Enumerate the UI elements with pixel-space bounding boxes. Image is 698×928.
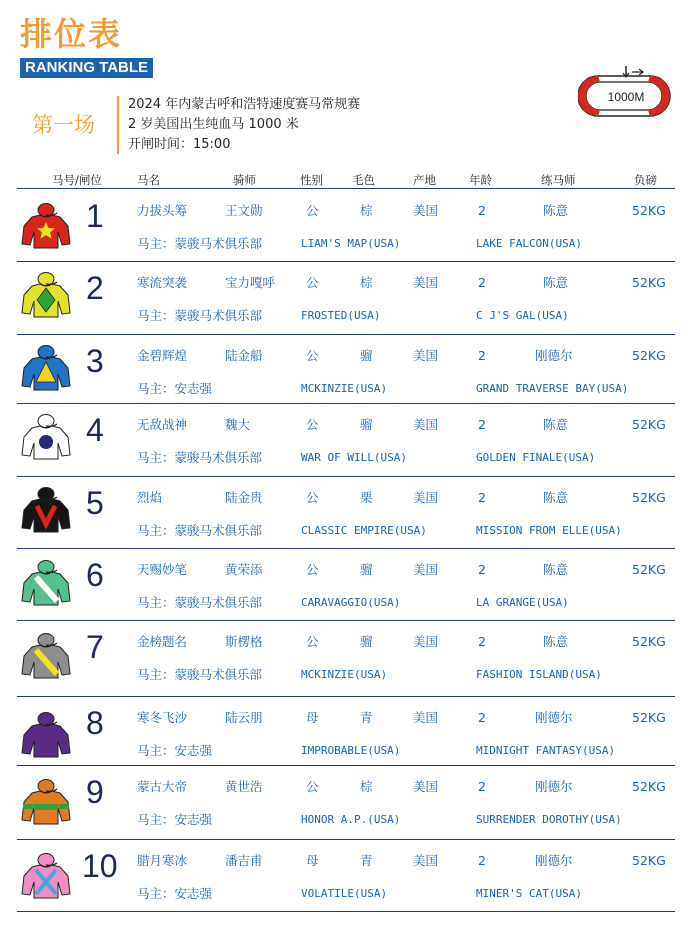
row-divider <box>17 696 675 697</box>
gate-number: 2 <box>86 270 104 306</box>
horse-name: 金榜题名 <box>137 634 188 649</box>
horse-sex: 公 <box>306 203 319 218</box>
jockey-name: 宝力嘎呼 <box>225 275 276 290</box>
dam-name: MISSION FROM ELLE(USA) <box>476 524 622 537</box>
page-title: 排位表 <box>20 15 123 53</box>
horse-age: 2 <box>478 710 486 725</box>
sire-name: CLASSIC EMPIRE(USA) <box>301 524 427 537</box>
horse-color: 青 <box>360 710 373 725</box>
horse-sex: 母 <box>306 853 319 868</box>
horse-origin: 美国 <box>413 275 439 290</box>
trainer-name: 刚德尔 <box>535 853 573 868</box>
col-header-weight: 负磅 <box>634 173 657 187</box>
jockey-name: 陆金贵 <box>225 490 263 505</box>
horse-sex: 公 <box>306 275 319 290</box>
jockey-name: 魏大 <box>225 417 251 432</box>
gate-number: 4 <box>86 412 104 448</box>
horse-age: 2 <box>478 779 486 794</box>
horse-origin: 美国 <box>413 710 439 725</box>
dam-name: MIDNIGHT FANTASY(USA) <box>476 744 616 757</box>
jockey-silk-icon <box>20 269 72 327</box>
horse-sex: 公 <box>306 562 319 577</box>
race-title: 2024 年内蒙古呼和浩特速度赛马常规赛 <box>128 97 361 112</box>
horse-sex: 公 <box>306 490 319 505</box>
sire-name: VOLATILE(USA) <box>301 887 388 900</box>
dam-name: SURRENDER DOROTHY(USA) <box>476 813 622 826</box>
gate-number: 8 <box>86 705 104 741</box>
dam-name: LAKE FALCON(USA) <box>476 237 582 250</box>
horse-sex: 母 <box>306 710 319 725</box>
jockey-silk-icon <box>20 557 72 615</box>
horse-origin: 美国 <box>413 417 439 432</box>
horse-age: 2 <box>478 490 486 505</box>
sire-name: CARAVAGGIO(USA) <box>301 596 401 609</box>
carried-weight: 52KG <box>632 275 666 290</box>
jockey-silk-icon <box>20 709 72 767</box>
horse-color: 棕 <box>360 779 373 794</box>
row-divider <box>17 839 675 840</box>
carried-weight: 52KG <box>632 779 666 794</box>
trainer-name: 陈意 <box>543 634 569 649</box>
trainer-name: 刚德尔 <box>535 710 573 725</box>
carried-weight: 52KG <box>632 490 666 505</box>
jockey-name: 王文勋 <box>225 203 263 218</box>
gate-time: 开闸时间：15:00 <box>128 137 231 152</box>
row-divider <box>17 334 675 335</box>
col-header-gate: 马号/闸位 <box>52 173 102 187</box>
owner-name: 马主：蒙骏马术俱乐部 <box>137 450 263 465</box>
horse-age: 2 <box>478 562 486 577</box>
dam-name: GRAND TRAVERSE BAY(USA) <box>476 382 629 395</box>
carried-weight: 52KG <box>632 417 666 432</box>
row-divider <box>17 620 675 621</box>
owner-name: 马主：蒙骏马术俱乐部 <box>137 236 263 251</box>
owner-name: 马主：蒙骏马术俱乐部 <box>137 667 263 682</box>
horse-sex: 公 <box>306 348 319 363</box>
gate-number: 7 <box>86 629 104 665</box>
horse-color: 青 <box>360 853 373 868</box>
horse-color: 棕 <box>360 275 373 290</box>
jockey-silk-icon <box>20 484 72 542</box>
owner-name: 马主：蒙骏马术俱乐部 <box>137 523 263 538</box>
trainer-name: 刚德尔 <box>535 779 573 794</box>
horse-name: 腊月寒冰 <box>137 853 188 868</box>
divider <box>117 96 119 154</box>
jockey-silk-icon <box>20 630 72 688</box>
dam-name: FASHION ISLAND(USA) <box>476 668 602 681</box>
horse-sex: 公 <box>306 417 319 432</box>
horse-age: 2 <box>478 348 486 363</box>
trainer-name: 陈意 <box>543 417 569 432</box>
trainer-name: 陈意 <box>543 490 569 505</box>
horse-name: 天赐妙笔 <box>137 562 188 577</box>
carried-weight: 52KG <box>632 348 666 363</box>
horse-origin: 美国 <box>413 853 439 868</box>
trainer-name: 陈意 <box>543 562 569 577</box>
jockey-silk-icon <box>20 850 72 908</box>
sire-name: LIAM'S MAP(USA) <box>301 237 401 250</box>
horse-name: 力拔头筹 <box>137 203 188 218</box>
horse-origin: 美国 <box>413 490 439 505</box>
gate-number: 9 <box>86 774 104 810</box>
horse-color: 骝 <box>360 417 373 432</box>
horse-name: 无敌战神 <box>137 417 188 432</box>
jockey-name: 潘吉甫 <box>225 853 263 868</box>
horse-name: 烈焰 <box>137 490 163 505</box>
owner-name: 马主：安志强 <box>137 812 213 827</box>
carried-weight: 52KG <box>632 853 666 868</box>
trainer-name: 刚德尔 <box>535 348 573 363</box>
row-divider <box>17 911 675 912</box>
horse-name: 蒙古大帝 <box>137 779 188 794</box>
sire-name: IMPROBABLE(USA) <box>301 744 401 757</box>
dam-name: C J'S GAL(USA) <box>476 309 569 322</box>
jockey-silk-icon <box>20 342 72 400</box>
gate-number: 6 <box>86 557 104 593</box>
col-header-color: 毛色 <box>352 173 375 187</box>
row-divider <box>17 548 675 549</box>
horse-age: 2 <box>478 275 486 290</box>
sire-name: FROSTED(USA) <box>301 309 381 322</box>
gate-number: 10 <box>82 848 118 884</box>
sire-name: MCKINZIE(USA) <box>301 382 388 395</box>
race-number: 第一场 <box>32 113 95 137</box>
horse-origin: 美国 <box>413 348 439 363</box>
dam-name: LA GRANGE(USA) <box>476 596 569 609</box>
col-header-sex: 性别 <box>300 173 323 187</box>
jockey-name: 黄荣添 <box>225 562 263 577</box>
horse-age: 2 <box>478 853 486 868</box>
carried-weight: 52KG <box>632 634 666 649</box>
carried-weight: 52KG <box>632 710 666 725</box>
horse-name: 寒冬飞沙 <box>137 710 188 725</box>
horse-age: 2 <box>478 203 486 218</box>
owner-name: 马主：安志强 <box>137 743 213 758</box>
sire-name: MCKINZIE(USA) <box>301 668 388 681</box>
horse-origin: 美国 <box>413 634 439 649</box>
col-header-origin: 产地 <box>413 173 436 187</box>
jockey-silk-icon <box>20 776 72 834</box>
trainer-name: 陈意 <box>543 275 569 290</box>
row-divider <box>17 403 675 404</box>
horse-color: 骝 <box>360 634 373 649</box>
horse-color: 骝 <box>360 348 373 363</box>
jockey-name: 黄世浩 <box>225 779 263 794</box>
owner-name: 马主：安志强 <box>137 886 213 901</box>
trainer-name: 陈意 <box>543 203 569 218</box>
race-category: 2 岁美国出生纯血马 1000 米 <box>128 117 299 132</box>
col-header-name: 马名 <box>137 173 160 187</box>
jockey-name: 陆金船 <box>225 348 263 363</box>
track-diagram <box>578 64 674 128</box>
col-header-jockey: 骑师 <box>233 173 256 187</box>
horse-name: 寒流突袭 <box>137 275 188 290</box>
horse-name: 金碧辉煌 <box>137 348 188 363</box>
jockey-silk-icon <box>20 411 72 469</box>
sire-name: WAR OF WILL(USA) <box>301 451 407 464</box>
carried-weight: 52KG <box>632 203 666 218</box>
header-divider <box>17 188 675 189</box>
owner-name: 马主：安志强 <box>137 381 213 396</box>
horse-age: 2 <box>478 417 486 432</box>
horse-origin: 美国 <box>413 779 439 794</box>
owner-name: 马主：蒙骏马术俱乐部 <box>137 595 263 610</box>
gate-number: 3 <box>86 343 104 379</box>
row-divider <box>17 476 675 477</box>
row-divider <box>17 765 675 766</box>
jockey-silk-icon <box>20 200 72 258</box>
sire-name: HONOR A.P.(USA) <box>301 813 401 826</box>
col-header-age: 年龄 <box>469 173 492 187</box>
col-header-trainer: 练马师 <box>541 173 576 187</box>
gate-number: 1 <box>86 198 104 234</box>
horse-age: 2 <box>478 634 486 649</box>
horse-sex: 公 <box>306 634 319 649</box>
horse-color: 骝 <box>360 562 373 577</box>
jockey-name: 陆云朋 <box>225 710 263 725</box>
row-divider <box>17 261 675 262</box>
dam-name: GOLDEN FINALE(USA) <box>476 451 596 464</box>
jockey-name: 斯楞格 <box>225 634 263 649</box>
gate-number: 5 <box>86 485 104 521</box>
horse-sex: 公 <box>306 779 319 794</box>
horse-origin: 美国 <box>413 562 439 577</box>
page-subtitle-badge: RANKING TABLE <box>20 58 153 78</box>
carried-weight: 52KG <box>632 562 666 577</box>
dam-name: MINER'S CAT(USA) <box>476 887 582 900</box>
horse-color: 栗 <box>360 490 373 505</box>
horse-color: 棕 <box>360 203 373 218</box>
owner-name: 马主：蒙骏马术俱乐部 <box>137 308 263 323</box>
track-distance-label: 1000M <box>607 90 645 104</box>
horse-origin: 美国 <box>413 203 439 218</box>
